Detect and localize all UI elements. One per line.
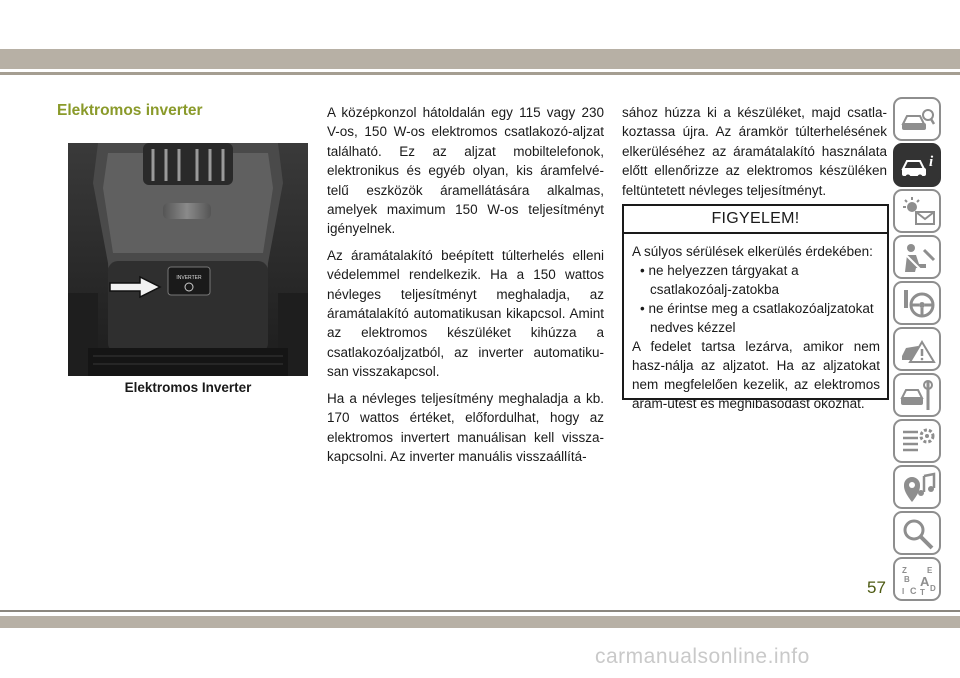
switch-label: INVERTER <box>176 275 202 281</box>
index-letter: B <box>904 575 910 584</box>
index-letter: A <box>920 574 930 589</box>
text-column-1 <box>327 103 604 473</box>
tab-emergency[interactable] <box>893 327 941 371</box>
index-letter: Z <box>902 566 907 575</box>
tab-maintenance[interactable] <box>893 373 941 417</box>
steering-wheel-icon <box>900 288 936 320</box>
index-letter: D <box>930 584 936 593</box>
inverter-photo-illustration <box>68 143 308 376</box>
page-number: 57 <box>867 578 886 597</box>
alphabet-index-icon <box>900 564 936 596</box>
specs-gear-icon <box>900 426 936 458</box>
person-seatbelt-icon <box>900 242 936 274</box>
watermark: carmanualsonline.info <box>595 645 810 668</box>
text-column-2 <box>622 103 887 207</box>
car-search-icon <box>900 104 936 136</box>
header-band <box>0 49 960 69</box>
car-tools-icon <box>900 380 936 412</box>
paragraph: Ha a névleges teljesítmény meghaladja a kb. 170 wattos értéket, előfordulhat, hogy az elektromos invertert manuálisan kell vissza-kapcsolni. Az inverter manuális visszaállítá- <box>327 390 604 464</box>
dashboard-light-mail-icon <box>900 196 936 228</box>
tab-specifications[interactable] <box>893 419 941 463</box>
warning-title: FIGYELEM! <box>624 206 887 234</box>
warning-box <box>622 204 889 411</box>
warning-bullet: • ne helyezzen tárgyakat a csatlakozóalj-zatokba <box>640 263 799 297</box>
car-info-icon <box>900 150 936 182</box>
header-rule <box>0 72 960 75</box>
car-warning-icon <box>900 334 936 366</box>
svg-text:i: i <box>929 154 934 170</box>
section-title: Elektromos inverter <box>57 102 203 119</box>
paragraph: sához húzza ki a készüléket, majd csatla-koztassa újra. Az áramkör túlterhelésének elkerüléséhez az áramátalakító használata előtt ellenőrizze az elektromos készüléken feltüntetett névleges teljesítményt. <box>622 105 887 198</box>
tab-search[interactable] <box>893 511 941 555</box>
footer-band <box>0 616 960 628</box>
tab-index[interactable] <box>893 557 941 601</box>
paragraph: A középkonzol hátoldalán egy 115 vagy 230 V-os, 150 W-os elektromos csatlakozó-aljzat található. Ez az aljzat mobiltelefonok, elektronikus és egyéb olyan, kis áramfelvé-telű eszközök áramellátására alkalmas, amelyek maximum 150 W-os teljesítményt igényelnek. <box>327 105 604 237</box>
paragraph: Az áramátalakító beépített túlterhelés elleni védelemmel rendelkezik. Ha a 150 wattos névleges teljesítményt meghaladja, az áramátalakító automatikusan kikapcsol. Amint az elektromos készüléket kihúzza a csatlakozóaljzatból, az inverter automatiku-san visszakapcsol. <box>327 247 604 380</box>
index-letter: E <box>927 566 933 575</box>
magnifier-icon <box>900 518 936 550</box>
warning-closing: A fedelet tartsa lezárva, amikor nem hasz-nálja az aljzatot. Ha az aljzatokat nem megfelelően kezelik, az elektromos áram-ütést és meghibásodást okozhat. <box>632 339 880 411</box>
index-letter: C <box>910 586 917 596</box>
tab-car-info[interactable] <box>893 143 941 187</box>
footer-rule <box>0 610 960 612</box>
tab-driving[interactable] <box>893 281 941 325</box>
warning-intro: A súlyos sérülések elkerülés érdekében: <box>632 244 873 259</box>
tab-safety[interactable] <box>893 235 941 279</box>
tab-dashboard-lights[interactable] <box>893 189 941 233</box>
warning-bullet: • ne érintse meg a csatlakozóaljzatokat nedves kézzel <box>640 301 874 335</box>
music-navigation-icon <box>900 472 936 504</box>
tab-multimedia[interactable] <box>893 465 941 509</box>
inverter-photo <box>68 143 308 376</box>
tab-car-search[interactable] <box>893 97 941 141</box>
index-letter: T <box>920 588 925 596</box>
index-letter: I <box>902 587 905 596</box>
photo-caption: Elektromos Inverter <box>124 380 252 395</box>
